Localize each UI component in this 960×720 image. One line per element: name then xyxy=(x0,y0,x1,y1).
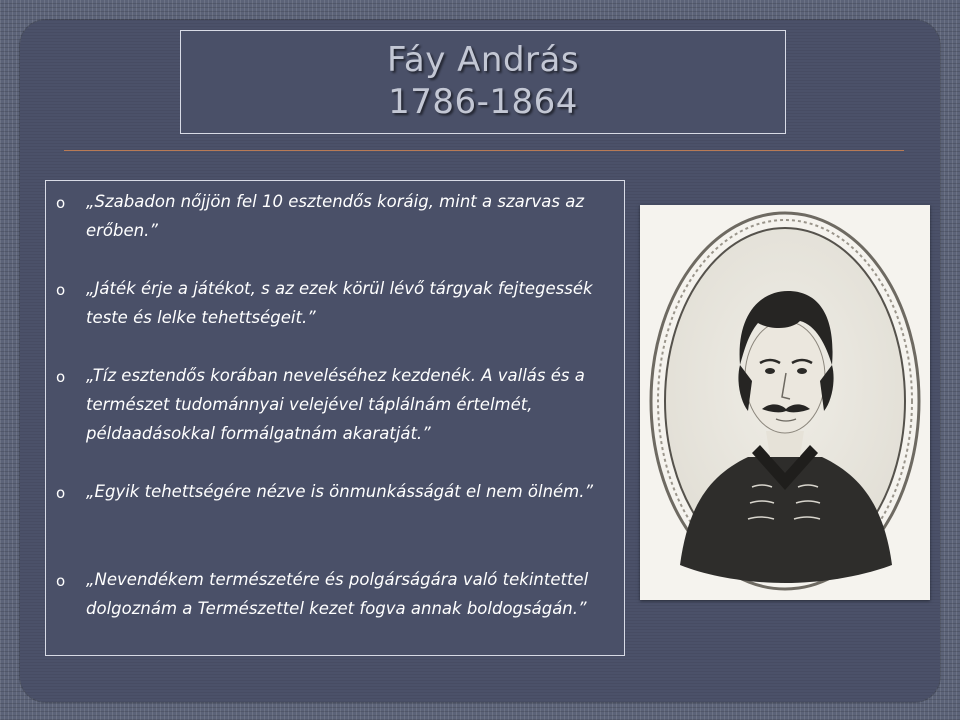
quote-item xyxy=(46,477,606,506)
quote-box xyxy=(45,180,625,656)
quote-text: „Egyik tehettségére nézve is önmunkásságát el nem ölném.” xyxy=(86,482,594,501)
portrait-engraving-icon xyxy=(640,205,930,600)
bullet-icon: o xyxy=(56,194,66,212)
quote-text: „Nevendékem természetére és polgárságára való tekintettel dolgoznám a Természettel kezet fogva annak boldogságán.” xyxy=(86,570,589,618)
portrait-image xyxy=(640,205,930,600)
title-box xyxy=(180,30,786,134)
bullet-icon: o xyxy=(56,281,66,299)
bullet-icon: o xyxy=(56,368,66,386)
quote-item xyxy=(46,274,606,332)
quote-text: „Szabadon nőjjön fel 10 esztendős koráig, mint a szarvas az erőben.” xyxy=(86,192,585,240)
quote-item xyxy=(46,565,606,623)
slide-subtitle-dates: 1786-1864 xyxy=(388,82,578,122)
title-divider xyxy=(64,150,904,151)
quote-text: „Tíz esztendős korában neveléséhez kezdenék. A vallás és a természet tudománnyai velejével táplálnám értelmét, példaadásokkal formálgatnám akaratját.” xyxy=(86,366,585,443)
quote-item xyxy=(46,361,606,448)
bullet-icon: o xyxy=(56,484,66,502)
quote-text: „Játék érje a játékot, s az ezek körül lévő tárgyak fejtegessék teste és lelke tehettségeit.” xyxy=(86,279,593,327)
quote-item xyxy=(46,187,606,245)
bullet-icon: o xyxy=(56,572,66,590)
slide-title: Fáy András xyxy=(386,40,580,80)
